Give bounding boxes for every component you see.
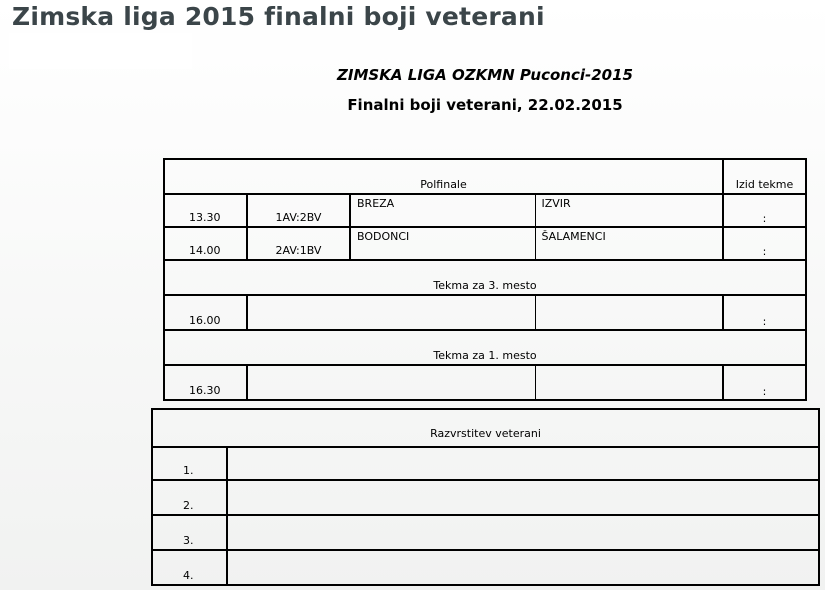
match-result: : [723,365,806,400]
match-time: 13.30 [164,194,247,227]
match-time: 14.00 [164,227,247,260]
final-row [164,365,806,400]
ranking-row [152,550,819,585]
match-result: : [723,295,806,330]
match-row [164,194,806,227]
match-time: 16.30 [164,365,247,400]
schedule-table [163,158,807,401]
ranking-place: 1. [152,447,227,480]
ranking-place: 2. [152,480,227,515]
home-team [247,365,535,400]
match-code: 2AV:1BV [247,227,350,260]
document-heading: ZIMSKA LIGA OZKMN Puconci-2015 [337,66,633,84]
ranking-header: Razvrstitev veterani [152,409,819,447]
home-team [247,295,535,330]
ranking-table [151,408,820,586]
ranking-row [152,515,819,550]
home-team: BREZA [350,194,535,227]
page-title: Zimska liga 2015 finalni boji veterani [12,2,545,31]
polfinale-header: Polfinale [164,159,723,194]
third-place-header-row [164,260,806,295]
ranking-team [227,480,819,515]
blank-banner [9,33,192,69]
ranking-place: 3. [152,515,227,550]
home-team: BODONCI [350,227,535,260]
result-header: Izid tekme [723,159,806,194]
match-code: 1AV:2BV [247,194,350,227]
third-place-header: Tekma za 3. mesto [164,260,806,295]
ranking-place: 4. [152,550,227,585]
ranking-team [227,550,819,585]
ranking-row [152,480,819,515]
match-time: 16.00 [164,295,247,330]
ranking-row [152,447,819,480]
final-header-row [164,330,806,365]
away-team: ŠALAMENCI [535,227,723,260]
document-subheading: Finalni boji veterani, 22.02.2015 [347,96,623,114]
away-team: IZVIR [535,194,723,227]
ranking-team [227,447,819,480]
ranking-team [227,515,819,550]
ranking-header-row [152,409,819,447]
final-header: Tekma za 1. mesto [164,330,806,365]
match-row [164,227,806,260]
away-team [535,365,723,400]
polfinale-header-row [164,159,806,194]
match-result: : [723,227,806,260]
away-team [535,295,723,330]
match-result: : [723,194,806,227]
third-place-row [164,295,806,330]
